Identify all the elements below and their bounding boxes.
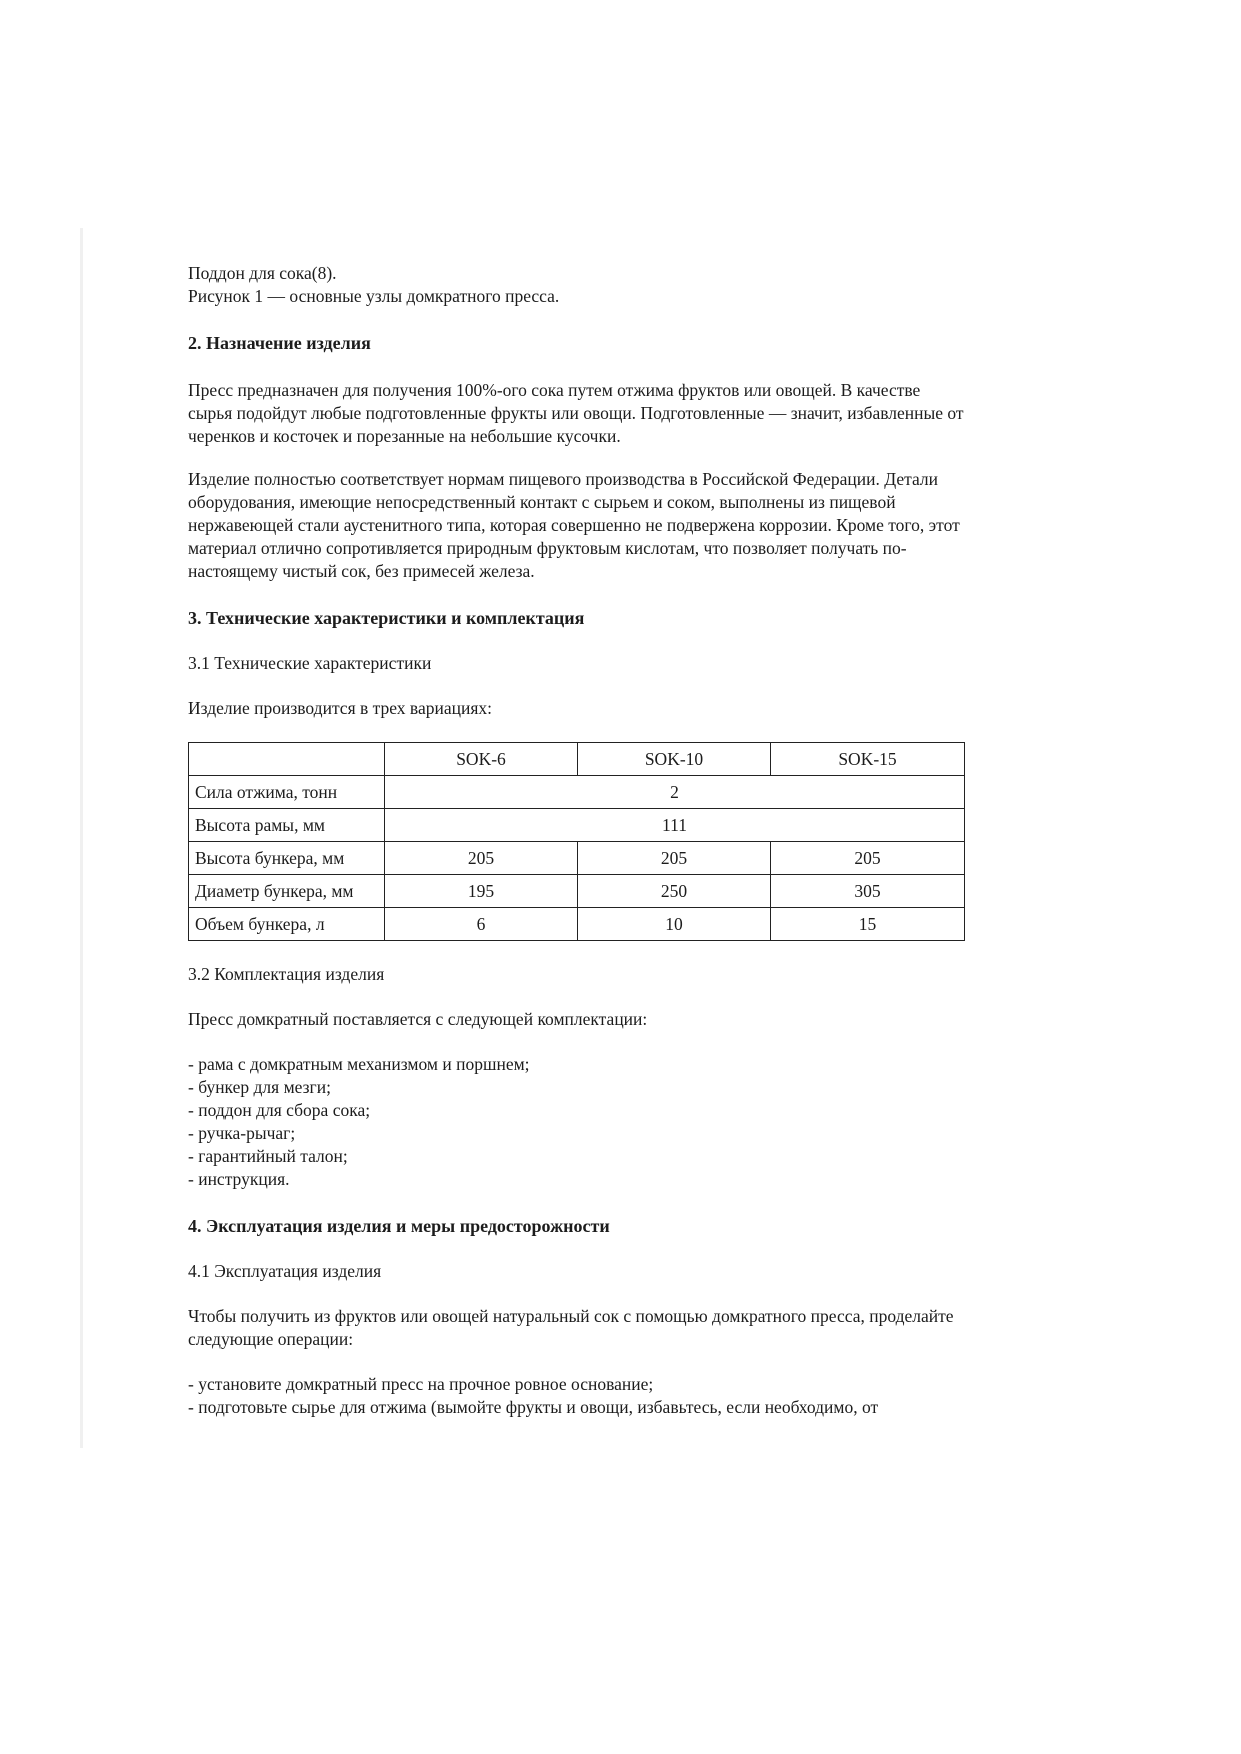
cell-value: 195	[385, 875, 578, 908]
row-label: Диаметр бункера, мм	[189, 875, 385, 908]
intro-line-1: Поддон для сока(8).	[188, 263, 337, 283]
table-row	[189, 809, 965, 842]
section-2-heading: 2. Назначение изделия	[188, 333, 371, 353]
section-3-heading: 3. Технические характеристики и комплектация	[188, 608, 585, 628]
document-page	[188, 262, 968, 1419]
list-item: - поддон для сбора сока;	[188, 1100, 371, 1120]
cell-value: 205	[771, 842, 965, 875]
section-4-1-subheading: 4.1 Эксплуатация изделия	[188, 1261, 382, 1281]
merged-value: 2	[385, 776, 965, 809]
cell-value: 15	[771, 908, 965, 941]
row-label: Объем бункера, л	[189, 908, 385, 941]
scan-edge	[80, 228, 83, 1448]
operations-intro: Чтобы получить из фруктов или овощей натуральный сок с помощью домкратного пресса, проделайте следующие операции:	[188, 1306, 954, 1349]
section-4-heading: 4. Эксплуатация изделия и меры предосторожности	[188, 1216, 610, 1236]
row-label: Высота рамы, мм	[189, 809, 385, 842]
cell-value: 205	[578, 842, 771, 875]
list-item: - установите домкратный пресс на прочное ровное основание;	[188, 1374, 654, 1394]
section-2-paragraph-2: Изделие полностью соответствует нормам пищевого производства в Российской Федерации. Детали оборудования, имеющие непосредственный контакт с сырьем и соком, выполнены из пищевой нержавеющей стали аустенитного типа, которая совершенно не подвержена коррозии. Кроме того, этот материал отлично сопротивляется природным фруктовым кислотам, что позволяет получать по-настоящему чистый сок, без примесей железа.	[188, 469, 960, 581]
list-item: - инструкция.	[188, 1169, 290, 1189]
intro-line-2: Рисунок 1 — основные узлы домкратного пресса.	[188, 286, 560, 306]
list-item: - подготовьте сырье для отжима (вымойте фрукты и овощи, избавьтесь, если необходимо, от	[188, 1397, 879, 1417]
model-header: SOK-6	[385, 743, 578, 776]
section-2-paragraph-1: Пресс предназначен для получения 100%-ого сока путем отжима фруктов или овощей. В качестве сырья подойдут любые подготовленные фрукты или овощи. Подготовленные — значит, избавленные от черенков и косточек и порезанные на небольшие кусочки.	[188, 380, 964, 446]
specs-table	[188, 742, 965, 941]
list-item: - ручка-рычаг;	[188, 1123, 296, 1143]
section-3-2-subheading: 3.2 Комплектация изделия	[188, 964, 385, 984]
kit-intro: Пресс домкратный поставляется с следующей комплектации:	[188, 1009, 648, 1029]
kit-list	[188, 1053, 968, 1191]
list-item: - рама с домкратным механизмом и поршнем;	[188, 1054, 530, 1074]
cell-value: 250	[578, 875, 771, 908]
cell-value: 10	[578, 908, 771, 941]
row-label: Высота бункера, мм	[189, 842, 385, 875]
table-header-row	[189, 743, 965, 776]
cell-value: 205	[385, 842, 578, 875]
cell-value: 6	[385, 908, 578, 941]
table-row	[189, 875, 965, 908]
merged-value: 111	[385, 809, 965, 842]
row-label: Сила отжима, тонн	[189, 776, 385, 809]
variations-intro: Изделие производится в трех вариациях:	[188, 698, 492, 718]
cell-value: 305	[771, 875, 965, 908]
list-item: - гарантийный талон;	[188, 1146, 348, 1166]
model-header: SOK-15	[771, 743, 965, 776]
section-3-1-subheading: 3.1 Технические характеристики	[188, 653, 432, 673]
table-row	[189, 842, 965, 875]
model-header: SOK-10	[578, 743, 771, 776]
operations-list	[188, 1373, 968, 1419]
table-row	[189, 776, 965, 809]
table-corner-cell	[189, 743, 385, 776]
list-item: - бункер для мезги;	[188, 1077, 331, 1097]
table-row	[189, 908, 965, 941]
